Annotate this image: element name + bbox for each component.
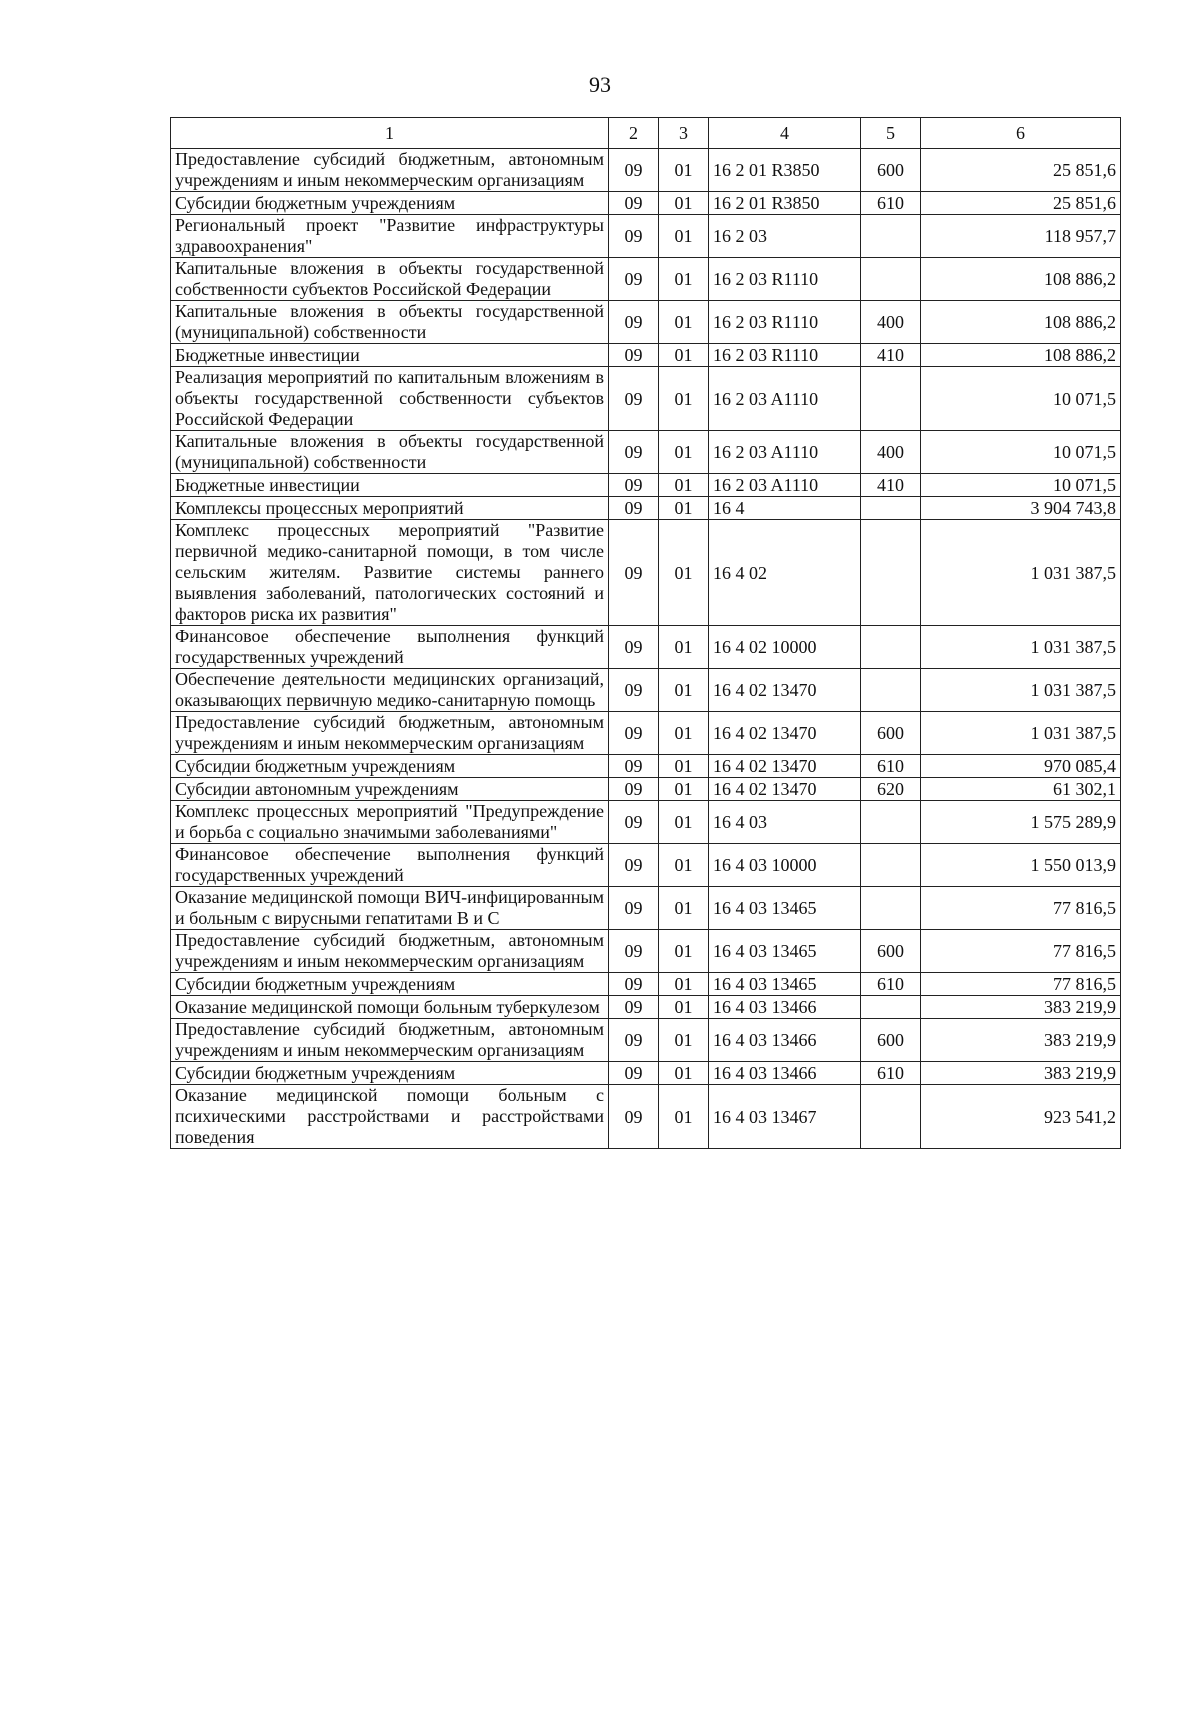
table-row [171,215,1121,258]
row-section: 09 [609,431,659,474]
row-name: Субсидии бюджетным учреждениям [171,973,609,996]
row-subsection: 01 [659,626,709,669]
row-target-code: 16 4 03 13466 [709,996,861,1019]
row-subsection: 01 [659,755,709,778]
budget-table [170,117,1121,1149]
row-target-code: 16 2 03 A1110 [709,431,861,474]
row-name: Капитальные вложения в объекты государственной (муниципальной) собственности [171,301,609,344]
table-row [171,1019,1121,1062]
table-row [171,149,1121,192]
table-row [171,192,1121,215]
row-subsection: 01 [659,844,709,887]
column-header-3: 3 [659,118,709,149]
row-section: 09 [609,258,659,301]
row-subsection: 01 [659,497,709,520]
row-name: Комплекс процессных мероприятий "Предупреждение и борьба с социально значимыми заболеваниями" [171,801,609,844]
row-expense-type [861,996,921,1019]
row-amount: 3 904 743,8 [921,497,1121,520]
row-expense-type: 410 [861,344,921,367]
column-header-4: 4 [709,118,861,149]
row-section: 09 [609,712,659,755]
row-amount: 77 816,5 [921,930,1121,973]
row-section: 09 [609,755,659,778]
row-target-code: 16 4 03 13465 [709,887,861,930]
row-section: 09 [609,301,659,344]
row-subsection: 01 [659,520,709,626]
row-section: 09 [609,844,659,887]
row-section: 09 [609,930,659,973]
row-expense-type: 620 [861,778,921,801]
row-subsection: 01 [659,973,709,996]
row-target-code: 16 2 03 R1110 [709,344,861,367]
row-amount: 61 302,1 [921,778,1121,801]
row-target-code: 16 2 03 [709,215,861,258]
row-expense-type: 400 [861,431,921,474]
row-target-code: 16 4 03 10000 [709,844,861,887]
row-name: Капитальные вложения в объекты государственной собственности субъектов Российской Федерации [171,258,609,301]
row-section: 09 [609,1062,659,1085]
row-section: 09 [609,996,659,1019]
column-header-2: 2 [609,118,659,149]
row-target-code: 16 4 02 10000 [709,626,861,669]
row-name: Предоставление субсидий бюджетным, автономным учреждениям и иным некоммерческим организациям [171,149,609,192]
row-expense-type [861,844,921,887]
row-amount: 1 031 387,5 [921,626,1121,669]
row-subsection: 01 [659,778,709,801]
row-name: Оказание медицинской помощи больным туберкулезом [171,996,609,1019]
table-row [171,996,1121,1019]
row-amount: 1 031 387,5 [921,520,1121,626]
row-target-code: 16 4 03 [709,801,861,844]
row-name: Капитальные вложения в объекты государственной (муниципальной) собственности [171,431,609,474]
row-target-code: 16 4 [709,497,861,520]
row-expense-type: 610 [861,755,921,778]
table-row [171,712,1121,755]
row-amount: 10 071,5 [921,431,1121,474]
row-subsection: 01 [659,344,709,367]
table-row [171,497,1121,520]
row-name: Оказание медицинской помощи больным с психическими расстройствами и расстройствами поведения [171,1085,609,1149]
table-row [171,1085,1121,1149]
row-expense-type [861,626,921,669]
row-subsection: 01 [659,301,709,344]
row-section: 09 [609,474,659,497]
row-name: Бюджетные инвестиции [171,344,609,367]
column-header-1: 1 [171,118,609,149]
row-name: Предоставление субсидий бюджетным, автономным учреждениям и иным некоммерческим организациям [171,712,609,755]
row-amount: 10 071,5 [921,367,1121,431]
row-section: 09 [609,344,659,367]
row-name: Обеспечение деятельности медицинских организаций, оказывающих первичную медико-санитарную помощь [171,669,609,712]
row-name: Субсидии бюджетным учреждениям [171,1062,609,1085]
row-expense-type: 610 [861,192,921,215]
row-expense-type: 600 [861,712,921,755]
page-number: 93 [589,72,611,97]
row-amount: 108 886,2 [921,344,1121,367]
row-subsection: 01 [659,1019,709,1062]
row-target-code: 16 2 03 R1110 [709,258,861,301]
table-row [171,258,1121,301]
row-expense-type: 600 [861,1019,921,1062]
table-row [171,778,1121,801]
row-subsection: 01 [659,1085,709,1149]
column-header-6: 6 [921,118,1121,149]
row-subsection: 01 [659,669,709,712]
table-row [171,1062,1121,1085]
row-name: Финансовое обеспечение выполнения функций государственных учреждений [171,844,609,887]
row-section: 09 [609,973,659,996]
row-subsection: 01 [659,930,709,973]
row-subsection: 01 [659,431,709,474]
row-name: Комплексы процессных мероприятий [171,497,609,520]
row-amount: 10 071,5 [921,474,1121,497]
row-amount: 77 816,5 [921,973,1121,996]
row-target-code: 16 4 03 13466 [709,1062,861,1085]
row-amount: 970 085,4 [921,755,1121,778]
row-section: 09 [609,1085,659,1149]
row-subsection: 01 [659,712,709,755]
row-section: 09 [609,887,659,930]
row-section: 09 [609,1019,659,1062]
row-section: 09 [609,367,659,431]
row-expense-type [861,215,921,258]
row-expense-type [861,258,921,301]
column-header-5: 5 [861,118,921,149]
table-row [171,301,1121,344]
row-section: 09 [609,626,659,669]
row-expense-type [861,801,921,844]
table-row [171,669,1121,712]
row-name: Бюджетные инвестиции [171,474,609,497]
row-subsection: 01 [659,215,709,258]
row-expense-type [861,669,921,712]
table-row [171,887,1121,930]
row-expense-type: 610 [861,973,921,996]
row-name: Предоставление субсидий бюджетным, автономным учреждениям и иным некоммерческим организациям [171,1019,609,1062]
table-row [171,755,1121,778]
row-name: Финансовое обеспечение выполнения функций государственных учреждений [171,626,609,669]
row-subsection: 01 [659,367,709,431]
table-row [171,367,1121,431]
row-subsection: 01 [659,801,709,844]
table-body [171,149,1121,1149]
row-name: Реализация мероприятий по капитальным вложениям в объекты государственной собственности субъектов Российской Федерации [171,367,609,431]
row-expense-type: 410 [861,474,921,497]
row-target-code: 16 2 03 R1110 [709,301,861,344]
row-amount: 1 550 013,9 [921,844,1121,887]
row-subsection: 01 [659,474,709,497]
row-amount: 383 219,9 [921,1019,1121,1062]
row-expense-type: 600 [861,149,921,192]
row-amount: 383 219,9 [921,996,1121,1019]
row-expense-type: 610 [861,1062,921,1085]
row-subsection: 01 [659,996,709,1019]
row-subsection: 01 [659,258,709,301]
row-target-code: 16 4 02 13470 [709,755,861,778]
row-subsection: 01 [659,192,709,215]
row-name: Субсидии бюджетным учреждениям [171,755,609,778]
row-target-code: 16 4 02 [709,520,861,626]
row-target-code: 16 2 01 R3850 [709,149,861,192]
row-amount: 108 886,2 [921,258,1121,301]
row-amount: 108 886,2 [921,301,1121,344]
row-section: 09 [609,520,659,626]
row-expense-type [861,1085,921,1149]
row-section: 09 [609,192,659,215]
row-amount: 383 219,9 [921,1062,1121,1085]
row-target-code: 16 4 03 13465 [709,930,861,973]
row-section: 09 [609,778,659,801]
table-row [171,930,1121,973]
row-expense-type [861,497,921,520]
row-target-code: 16 4 02 13470 [709,778,861,801]
table-row [171,344,1121,367]
row-target-code: 16 2 01 R3850 [709,192,861,215]
row-name: Оказание медицинской помощи ВИЧ-инфицированным и больным с вирусными гепатитами В и С [171,887,609,930]
table-row [171,520,1121,626]
row-name: Комплекс процессных мероприятий "Развитие первичной медико-санитарной помощи, в том числе сельским жителям. Развитие системы раннего выявления заболеваний, патологических состояний и факторов риска их развития" [171,520,609,626]
table-row [171,844,1121,887]
row-expense-type [861,520,921,626]
row-target-code: 16 4 02 13470 [709,669,861,712]
row-target-code: 16 4 03 13467 [709,1085,861,1149]
row-amount: 1 031 387,5 [921,712,1121,755]
row-target-code: 16 2 03 A1110 [709,367,861,431]
row-expense-type [861,887,921,930]
row-amount: 25 851,6 [921,149,1121,192]
row-amount: 1 031 387,5 [921,669,1121,712]
row-amount: 118 957,7 [921,215,1121,258]
row-section: 09 [609,497,659,520]
row-amount: 77 816,5 [921,887,1121,930]
row-amount: 923 541,2 [921,1085,1121,1149]
table-row [171,973,1121,996]
table-row [171,474,1121,497]
row-expense-type [861,367,921,431]
row-section: 09 [609,801,659,844]
row-target-code: 16 4 03 13466 [709,1019,861,1062]
row-target-code: 16 2 03 A1110 [709,474,861,497]
row-name: Региональный проект "Развитие инфраструктуры здравоохранения" [171,215,609,258]
row-section: 09 [609,149,659,192]
row-section: 09 [609,669,659,712]
row-name: Субсидии автономным учреждениям [171,778,609,801]
row-expense-type: 600 [861,930,921,973]
row-target-code: 16 4 03 13465 [709,973,861,996]
row-section: 09 [609,215,659,258]
table-row [171,626,1121,669]
table-row [171,431,1121,474]
row-amount: 25 851,6 [921,192,1121,215]
row-subsection: 01 [659,887,709,930]
table-row [171,801,1121,844]
row-name: Субсидии бюджетным учреждениям [171,192,609,215]
row-amount: 1 575 289,9 [921,801,1121,844]
row-target-code: 16 4 02 13470 [709,712,861,755]
row-subsection: 01 [659,1062,709,1085]
row-name: Предоставление субсидий бюджетным, автономным учреждениям и иным некоммерческим организациям [171,930,609,973]
row-expense-type: 400 [861,301,921,344]
row-subsection: 01 [659,149,709,192]
table-header-row [171,118,1121,149]
